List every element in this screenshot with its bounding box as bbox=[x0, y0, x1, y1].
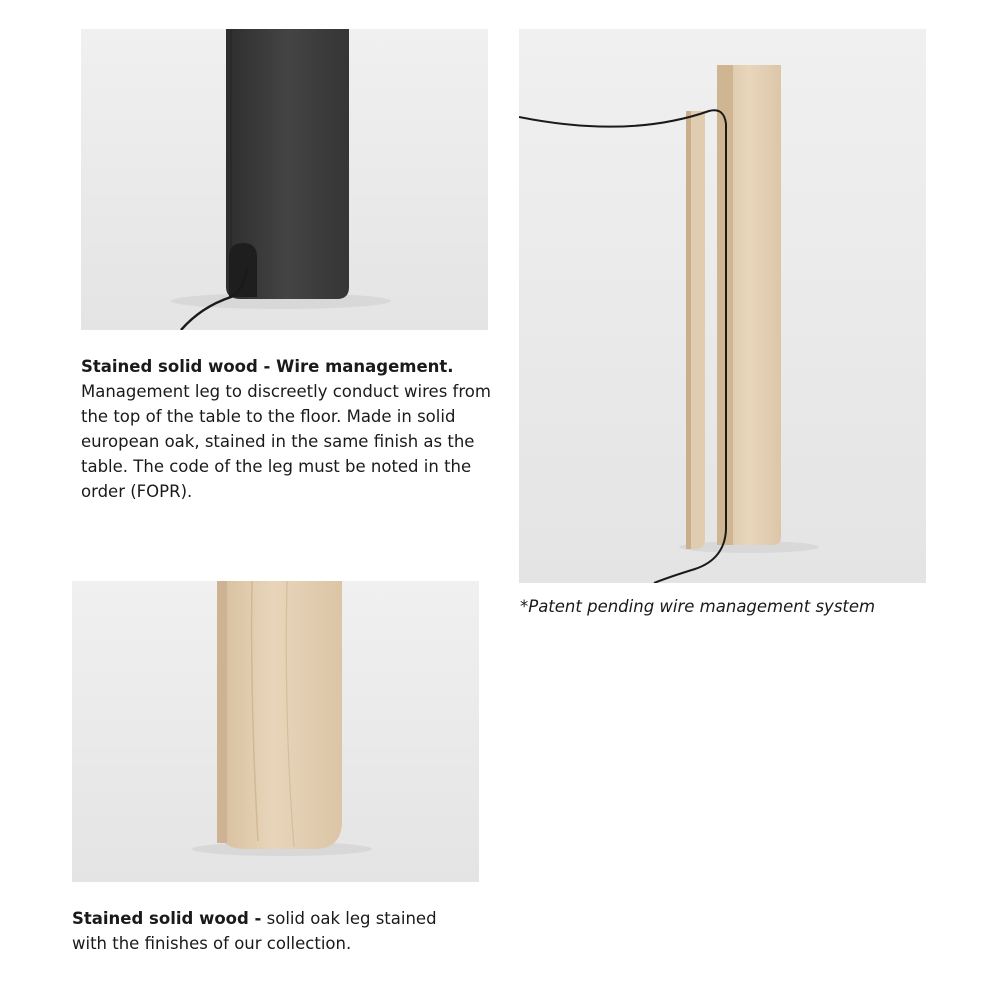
solid-wood-body: solid oak leg stained with the finishes of our collection. bbox=[72, 909, 437, 953]
photo-dark-stained-leg bbox=[81, 29, 488, 330]
wire-management-description bbox=[81, 354, 491, 504]
patent-caption: *Patent pending wire management system bbox=[520, 597, 876, 616]
wire-management-body: Management leg to discreetly conduct wires from the top of the table to the floor. Made in solid european oak, stained in the same finish as the table. The code of the leg must be noted in the order (FOPR). bbox=[81, 382, 491, 501]
photo-split-oak-leg bbox=[519, 29, 926, 583]
photo-solid-oak-leg bbox=[72, 581, 479, 882]
solid-wood-title: Stained solid wood - bbox=[72, 909, 262, 928]
wire-management-title: Stained solid wood - Wire management. bbox=[81, 357, 454, 376]
solid-wood-description bbox=[72, 906, 472, 956]
